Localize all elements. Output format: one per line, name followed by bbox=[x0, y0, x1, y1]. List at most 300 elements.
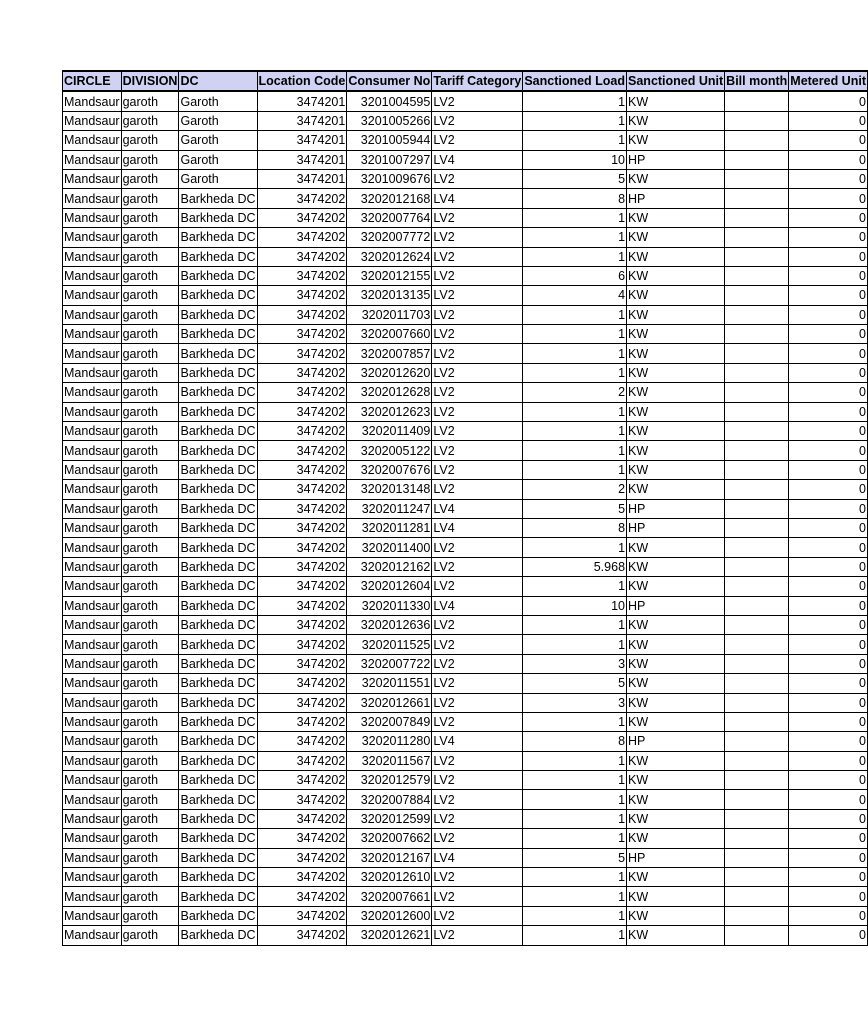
cell-sanctioned-unit[interactable]: KW bbox=[627, 460, 725, 479]
cell-circle[interactable]: Mandsaur bbox=[63, 615, 122, 634]
col-header-division[interactable]: DIVISION bbox=[121, 71, 179, 91]
cell-sanctioned-unit[interactable]: KW bbox=[627, 344, 725, 363]
cell-circle[interactable]: Mandsaur bbox=[63, 732, 122, 751]
cell-sanctioned-load[interactable]: 3 bbox=[523, 654, 627, 673]
cell-location-code[interactable]: 3474202 bbox=[257, 460, 347, 479]
cell-dc[interactable]: Barkheda DC bbox=[179, 693, 257, 712]
cell-division[interactable]: garoth bbox=[121, 402, 179, 421]
cell-consumer-no[interactable]: 3202007849 bbox=[347, 712, 432, 731]
cell-bill-month[interactable] bbox=[725, 91, 789, 111]
cell-tariff-category[interactable]: LV2 bbox=[432, 363, 523, 382]
cell-sanctioned-load[interactable]: 10 bbox=[523, 596, 627, 615]
cell-circle[interactable]: Mandsaur bbox=[63, 286, 122, 305]
cell-metered-unit[interactable]: 0 bbox=[789, 247, 868, 266]
cell-sanctioned-unit[interactable]: KW bbox=[627, 208, 725, 227]
cell-location-code[interactable]: 3474202 bbox=[257, 751, 347, 770]
cell-sanctioned-load[interactable]: 6 bbox=[523, 266, 627, 285]
cell-sanctioned-unit[interactable]: HP bbox=[627, 518, 725, 537]
cell-dc[interactable]: Barkheda DC bbox=[179, 615, 257, 634]
cell-sanctioned-load[interactable]: 1 bbox=[523, 771, 627, 790]
col-header-sanctioned-unit[interactable]: Sanctioned Unit bbox=[627, 71, 725, 91]
cell-bill-month[interactable] bbox=[725, 363, 789, 382]
cell-dc[interactable]: Barkheda DC bbox=[179, 868, 257, 887]
cell-division[interactable]: garoth bbox=[121, 771, 179, 790]
cell-location-code[interactable]: 3474202 bbox=[257, 926, 347, 945]
cell-bill-month[interactable] bbox=[725, 693, 789, 712]
cell-tariff-category[interactable]: LV2 bbox=[432, 693, 523, 712]
cell-bill-month[interactable] bbox=[725, 868, 789, 887]
cell-sanctioned-unit[interactable]: KW bbox=[627, 926, 725, 945]
cell-sanctioned-load[interactable]: 3 bbox=[523, 693, 627, 712]
cell-tariff-category[interactable]: LV2 bbox=[432, 809, 523, 828]
cell-sanctioned-load[interactable]: 8 bbox=[523, 732, 627, 751]
cell-circle[interactable]: Mandsaur bbox=[63, 829, 122, 848]
cell-sanctioned-unit[interactable]: KW bbox=[627, 441, 725, 460]
cell-sanctioned-load[interactable]: 1 bbox=[523, 926, 627, 945]
cell-location-code[interactable]: 3474202 bbox=[257, 305, 347, 324]
cell-location-code[interactable]: 3474202 bbox=[257, 228, 347, 247]
cell-division[interactable]: garoth bbox=[121, 111, 179, 130]
cell-bill-month[interactable] bbox=[725, 499, 789, 518]
cell-metered-unit[interactable]: 0 bbox=[789, 557, 868, 576]
cell-division[interactable]: garoth bbox=[121, 868, 179, 887]
cell-consumer-no[interactable]: 3201005266 bbox=[347, 111, 432, 130]
cell-bill-month[interactable] bbox=[725, 383, 789, 402]
cell-metered-unit[interactable]: 0 bbox=[789, 751, 868, 770]
cell-division[interactable]: garoth bbox=[121, 266, 179, 285]
cell-tariff-category[interactable]: LV2 bbox=[432, 402, 523, 421]
cell-sanctioned-unit[interactable]: KW bbox=[627, 771, 725, 790]
cell-tariff-category[interactable]: LV2 bbox=[432, 887, 523, 906]
cell-location-code[interactable]: 3474202 bbox=[257, 654, 347, 673]
cell-sanctioned-load[interactable]: 1 bbox=[523, 751, 627, 770]
cell-consumer-no[interactable]: 3201007297 bbox=[347, 150, 432, 169]
cell-sanctioned-load[interactable]: 5 bbox=[523, 674, 627, 693]
cell-circle[interactable]: Mandsaur bbox=[63, 344, 122, 363]
cell-dc[interactable]: Barkheda DC bbox=[179, 829, 257, 848]
cell-dc[interactable]: Barkheda DC bbox=[179, 189, 257, 208]
cell-sanctioned-unit[interactable]: KW bbox=[627, 131, 725, 150]
cell-dc[interactable]: Barkheda DC bbox=[179, 363, 257, 382]
cell-tariff-category[interactable]: LV4 bbox=[432, 518, 523, 537]
cell-dc[interactable]: Barkheda DC bbox=[179, 286, 257, 305]
cell-consumer-no[interactable]: 3201009676 bbox=[347, 169, 432, 188]
cell-location-code[interactable]: 3474202 bbox=[257, 732, 347, 751]
cell-tariff-category[interactable]: LV4 bbox=[432, 150, 523, 169]
cell-sanctioned-unit[interactable]: KW bbox=[627, 635, 725, 654]
cell-dc[interactable]: Barkheda DC bbox=[179, 596, 257, 615]
cell-tariff-category[interactable]: LV2 bbox=[432, 480, 523, 499]
cell-consumer-no[interactable]: 3202013135 bbox=[347, 286, 432, 305]
cell-metered-unit[interactable]: 0 bbox=[789, 577, 868, 596]
cell-dc[interactable]: Barkheda DC bbox=[179, 518, 257, 537]
cell-tariff-category[interactable]: LV2 bbox=[432, 305, 523, 324]
cell-sanctioned-unit[interactable]: KW bbox=[627, 829, 725, 848]
cell-location-code[interactable]: 3474202 bbox=[257, 615, 347, 634]
cell-bill-month[interactable] bbox=[725, 557, 789, 576]
cell-consumer-no[interactable]: 3202012155 bbox=[347, 266, 432, 285]
cell-sanctioned-unit[interactable]: KW bbox=[627, 383, 725, 402]
cell-metered-unit[interactable]: 0 bbox=[789, 674, 868, 693]
cell-sanctioned-load[interactable]: 4 bbox=[523, 286, 627, 305]
cell-metered-unit[interactable]: 0 bbox=[789, 654, 868, 673]
cell-metered-unit[interactable]: 0 bbox=[789, 441, 868, 460]
cell-dc[interactable]: Barkheda DC bbox=[179, 305, 257, 324]
cell-dc[interactable]: Barkheda DC bbox=[179, 635, 257, 654]
cell-tariff-category[interactable]: LV2 bbox=[432, 926, 523, 945]
cell-bill-month[interactable] bbox=[725, 829, 789, 848]
cell-location-code[interactable]: 3474202 bbox=[257, 693, 347, 712]
cell-sanctioned-unit[interactable]: HP bbox=[627, 596, 725, 615]
cell-tariff-category[interactable]: LV2 bbox=[432, 208, 523, 227]
cell-circle[interactable]: Mandsaur bbox=[63, 887, 122, 906]
cell-tariff-category[interactable]: LV2 bbox=[432, 422, 523, 441]
cell-sanctioned-unit[interactable]: KW bbox=[627, 286, 725, 305]
cell-location-code[interactable]: 3474201 bbox=[257, 150, 347, 169]
cell-dc[interactable]: Barkheda DC bbox=[179, 654, 257, 673]
cell-dc[interactable]: Barkheda DC bbox=[179, 325, 257, 344]
cell-sanctioned-load[interactable]: 1 bbox=[523, 868, 627, 887]
col-header-metered-unit[interactable]: Metered Unit bbox=[789, 71, 868, 91]
cell-consumer-no[interactable]: 3202007857 bbox=[347, 344, 432, 363]
cell-sanctioned-load[interactable]: 1 bbox=[523, 363, 627, 382]
cell-sanctioned-unit[interactable]: KW bbox=[627, 654, 725, 673]
cell-sanctioned-load[interactable]: 1 bbox=[523, 208, 627, 227]
cell-sanctioned-unit[interactable]: HP bbox=[627, 732, 725, 751]
cell-metered-unit[interactable]: 0 bbox=[789, 111, 868, 130]
cell-sanctioned-unit[interactable]: KW bbox=[627, 247, 725, 266]
cell-bill-month[interactable] bbox=[725, 732, 789, 751]
cell-division[interactable]: garoth bbox=[121, 422, 179, 441]
cell-circle[interactable]: Mandsaur bbox=[63, 208, 122, 227]
cell-division[interactable]: garoth bbox=[121, 460, 179, 479]
cell-metered-unit[interactable]: 0 bbox=[789, 906, 868, 925]
cell-location-code[interactable]: 3474202 bbox=[257, 266, 347, 285]
cell-dc[interactable]: Garoth bbox=[179, 150, 257, 169]
cell-dc[interactable]: Garoth bbox=[179, 131, 257, 150]
cell-sanctioned-load[interactable]: 8 bbox=[523, 518, 627, 537]
cell-circle[interactable]: Mandsaur bbox=[63, 189, 122, 208]
cell-metered-unit[interactable]: 0 bbox=[789, 150, 868, 169]
cell-dc[interactable]: Barkheda DC bbox=[179, 460, 257, 479]
cell-circle[interactable]: Mandsaur bbox=[63, 460, 122, 479]
cell-consumer-no[interactable]: 3202012661 bbox=[347, 693, 432, 712]
cell-tariff-category[interactable]: LV4 bbox=[432, 596, 523, 615]
cell-dc[interactable]: Barkheda DC bbox=[179, 266, 257, 285]
cell-tariff-category[interactable]: LV2 bbox=[432, 228, 523, 247]
cell-circle[interactable]: Mandsaur bbox=[63, 325, 122, 344]
cell-sanctioned-unit[interactable]: KW bbox=[627, 305, 725, 324]
cell-metered-unit[interactable]: 0 bbox=[789, 344, 868, 363]
cell-tariff-category[interactable]: LV4 bbox=[432, 499, 523, 518]
cell-circle[interactable]: Mandsaur bbox=[63, 635, 122, 654]
col-header-bill-month[interactable]: Bill month bbox=[725, 71, 789, 91]
cell-division[interactable]: garoth bbox=[121, 189, 179, 208]
cell-location-code[interactable]: 3474201 bbox=[257, 131, 347, 150]
cell-sanctioned-unit[interactable]: KW bbox=[627, 751, 725, 770]
cell-bill-month[interactable] bbox=[725, 906, 789, 925]
cell-circle[interactable]: Mandsaur bbox=[63, 150, 122, 169]
cell-circle[interactable]: Mandsaur bbox=[63, 538, 122, 557]
col-header-sanctioned-load[interactable]: Sanctioned Load bbox=[523, 71, 627, 91]
cell-tariff-category[interactable]: LV2 bbox=[432, 441, 523, 460]
cell-consumer-no[interactable]: 3202007722 bbox=[347, 654, 432, 673]
cell-metered-unit[interactable]: 0 bbox=[789, 383, 868, 402]
col-header-consumer-no[interactable]: Consumer No bbox=[347, 71, 432, 91]
cell-tariff-category[interactable]: LV4 bbox=[432, 189, 523, 208]
cell-sanctioned-load[interactable]: 1 bbox=[523, 441, 627, 460]
cell-sanctioned-unit[interactable]: KW bbox=[627, 422, 725, 441]
cell-division[interactable]: garoth bbox=[121, 674, 179, 693]
cell-consumer-no[interactable]: 3202007764 bbox=[347, 208, 432, 227]
cell-tariff-category[interactable]: LV2 bbox=[432, 712, 523, 731]
cell-circle[interactable]: Mandsaur bbox=[63, 809, 122, 828]
cell-division[interactable]: garoth bbox=[121, 906, 179, 925]
cell-bill-month[interactable] bbox=[725, 674, 789, 693]
cell-consumer-no[interactable]: 3202011247 bbox=[347, 499, 432, 518]
cell-bill-month[interactable] bbox=[725, 635, 789, 654]
cell-dc[interactable]: Barkheda DC bbox=[179, 926, 257, 945]
cell-sanctioned-unit[interactable]: KW bbox=[627, 325, 725, 344]
cell-division[interactable]: garoth bbox=[121, 518, 179, 537]
cell-bill-month[interactable] bbox=[725, 111, 789, 130]
cell-tariff-category[interactable]: LV2 bbox=[432, 111, 523, 130]
cell-location-code[interactable]: 3474202 bbox=[257, 441, 347, 460]
cell-division[interactable]: garoth bbox=[121, 247, 179, 266]
cell-metered-unit[interactable]: 0 bbox=[789, 325, 868, 344]
cell-metered-unit[interactable]: 0 bbox=[789, 286, 868, 305]
cell-metered-unit[interactable]: 0 bbox=[789, 771, 868, 790]
cell-circle[interactable]: Mandsaur bbox=[63, 712, 122, 731]
cell-consumer-no[interactable]: 3202012604 bbox=[347, 577, 432, 596]
cell-circle[interactable]: Mandsaur bbox=[63, 266, 122, 285]
cell-metered-unit[interactable]: 0 bbox=[789, 91, 868, 111]
cell-sanctioned-load[interactable]: 1 bbox=[523, 422, 627, 441]
cell-consumer-no[interactable]: 3202012610 bbox=[347, 868, 432, 887]
cell-metered-unit[interactable]: 0 bbox=[789, 635, 868, 654]
cell-bill-month[interactable] bbox=[725, 480, 789, 499]
cell-metered-unit[interactable]: 0 bbox=[789, 402, 868, 421]
cell-bill-month[interactable] bbox=[725, 577, 789, 596]
cell-consumer-no[interactable]: 3202011409 bbox=[347, 422, 432, 441]
cell-location-code[interactable]: 3474202 bbox=[257, 286, 347, 305]
cell-bill-month[interactable] bbox=[725, 402, 789, 421]
cell-sanctioned-unit[interactable]: KW bbox=[627, 809, 725, 828]
cell-location-code[interactable]: 3474202 bbox=[257, 208, 347, 227]
cell-division[interactable]: garoth bbox=[121, 635, 179, 654]
cell-sanctioned-load[interactable]: 1 bbox=[523, 829, 627, 848]
cell-location-code[interactable]: 3474202 bbox=[257, 344, 347, 363]
cell-circle[interactable]: Mandsaur bbox=[63, 383, 122, 402]
cell-tariff-category[interactable]: LV2 bbox=[432, 906, 523, 925]
cell-circle[interactable]: Mandsaur bbox=[63, 228, 122, 247]
cell-metered-unit[interactable]: 0 bbox=[789, 887, 868, 906]
cell-sanctioned-load[interactable]: 1 bbox=[523, 712, 627, 731]
col-header-tariff-category[interactable]: Tariff Category bbox=[432, 71, 523, 91]
cell-dc[interactable]: Barkheda DC bbox=[179, 383, 257, 402]
cell-sanctioned-load[interactable]: 5.968 bbox=[523, 557, 627, 576]
cell-dc[interactable]: Barkheda DC bbox=[179, 344, 257, 363]
cell-circle[interactable]: Mandsaur bbox=[63, 771, 122, 790]
cell-metered-unit[interactable]: 0 bbox=[789, 266, 868, 285]
cell-tariff-category[interactable]: LV2 bbox=[432, 344, 523, 363]
cell-sanctioned-unit[interactable]: KW bbox=[627, 868, 725, 887]
cell-tariff-category[interactable]: LV2 bbox=[432, 771, 523, 790]
cell-division[interactable]: garoth bbox=[121, 577, 179, 596]
cell-division[interactable]: garoth bbox=[121, 926, 179, 945]
cell-location-code[interactable]: 3474202 bbox=[257, 848, 347, 867]
cell-consumer-no[interactable]: 3202012167 bbox=[347, 848, 432, 867]
cell-circle[interactable]: Mandsaur bbox=[63, 247, 122, 266]
cell-consumer-no[interactable]: 3202007662 bbox=[347, 829, 432, 848]
cell-dc[interactable]: Barkheda DC bbox=[179, 577, 257, 596]
cell-sanctioned-load[interactable]: 1 bbox=[523, 538, 627, 557]
cell-metered-unit[interactable]: 0 bbox=[789, 131, 868, 150]
cell-sanctioned-load[interactable]: 8 bbox=[523, 189, 627, 208]
cell-circle[interactable]: Mandsaur bbox=[63, 518, 122, 537]
cell-circle[interactable]: Mandsaur bbox=[63, 557, 122, 576]
cell-sanctioned-unit[interactable]: KW bbox=[627, 363, 725, 382]
cell-consumer-no[interactable]: 3202013148 bbox=[347, 480, 432, 499]
cell-bill-month[interactable] bbox=[725, 228, 789, 247]
cell-metered-unit[interactable]: 0 bbox=[789, 809, 868, 828]
cell-dc[interactable]: Barkheda DC bbox=[179, 538, 257, 557]
cell-dc[interactable]: Barkheda DC bbox=[179, 499, 257, 518]
cell-tariff-category[interactable]: LV2 bbox=[432, 383, 523, 402]
cell-dc[interactable]: Barkheda DC bbox=[179, 848, 257, 867]
cell-bill-month[interactable] bbox=[725, 344, 789, 363]
cell-consumer-no[interactable]: 3202011280 bbox=[347, 732, 432, 751]
cell-tariff-category[interactable]: LV2 bbox=[432, 325, 523, 344]
cell-location-code[interactable]: 3474202 bbox=[257, 480, 347, 499]
cell-sanctioned-unit[interactable]: HP bbox=[627, 499, 725, 518]
cell-location-code[interactable]: 3474202 bbox=[257, 538, 347, 557]
cell-dc[interactable]: Barkheda DC bbox=[179, 674, 257, 693]
cell-circle[interactable]: Mandsaur bbox=[63, 305, 122, 324]
cell-dc[interactable]: Barkheda DC bbox=[179, 422, 257, 441]
cell-location-code[interactable]: 3474202 bbox=[257, 499, 347, 518]
cell-sanctioned-unit[interactable]: KW bbox=[627, 111, 725, 130]
cell-bill-month[interactable] bbox=[725, 771, 789, 790]
cell-bill-month[interactable] bbox=[725, 790, 789, 809]
cell-circle[interactable]: Mandsaur bbox=[63, 131, 122, 150]
cell-bill-month[interactable] bbox=[725, 131, 789, 150]
cell-location-code[interactable]: 3474201 bbox=[257, 91, 347, 111]
cell-metered-unit[interactable]: 0 bbox=[789, 868, 868, 887]
cell-metered-unit[interactable]: 0 bbox=[789, 208, 868, 227]
cell-dc[interactable]: Barkheda DC bbox=[179, 712, 257, 731]
cell-sanctioned-load[interactable]: 2 bbox=[523, 383, 627, 402]
cell-metered-unit[interactable]: 0 bbox=[789, 538, 868, 557]
cell-division[interactable]: garoth bbox=[121, 712, 179, 731]
cell-sanctioned-load[interactable]: 2 bbox=[523, 480, 627, 499]
cell-bill-month[interactable] bbox=[725, 286, 789, 305]
cell-location-code[interactable]: 3474202 bbox=[257, 635, 347, 654]
cell-circle[interactable]: Mandsaur bbox=[63, 480, 122, 499]
cell-consumer-no[interactable]: 3202011525 bbox=[347, 635, 432, 654]
cell-metered-unit[interactable]: 0 bbox=[789, 228, 868, 247]
cell-division[interactable]: garoth bbox=[121, 596, 179, 615]
cell-location-code[interactable]: 3474201 bbox=[257, 111, 347, 130]
cell-tariff-category[interactable]: LV2 bbox=[432, 751, 523, 770]
cell-metered-unit[interactable]: 0 bbox=[789, 422, 868, 441]
cell-consumer-no[interactable]: 3202012620 bbox=[347, 363, 432, 382]
cell-tariff-category[interactable]: LV2 bbox=[432, 91, 523, 111]
cell-sanctioned-unit[interactable]: KW bbox=[627, 577, 725, 596]
cell-location-code[interactable]: 3474202 bbox=[257, 402, 347, 421]
cell-tariff-category[interactable]: LV2 bbox=[432, 538, 523, 557]
cell-division[interactable]: garoth bbox=[121, 848, 179, 867]
cell-consumer-no[interactable]: 3202012599 bbox=[347, 809, 432, 828]
cell-tariff-category[interactable]: LV2 bbox=[432, 674, 523, 693]
cell-metered-unit[interactable]: 0 bbox=[789, 829, 868, 848]
cell-sanctioned-load[interactable]: 1 bbox=[523, 577, 627, 596]
cell-metered-unit[interactable]: 0 bbox=[789, 615, 868, 634]
cell-consumer-no[interactable]: 3202012636 bbox=[347, 615, 432, 634]
cell-location-code[interactable]: 3474201 bbox=[257, 169, 347, 188]
cell-dc[interactable]: Barkheda DC bbox=[179, 480, 257, 499]
cell-bill-month[interactable] bbox=[725, 712, 789, 731]
cell-division[interactable]: garoth bbox=[121, 538, 179, 557]
cell-tariff-category[interactable]: LV2 bbox=[432, 460, 523, 479]
cell-sanctioned-load[interactable]: 1 bbox=[523, 228, 627, 247]
cell-sanctioned-unit[interactable]: KW bbox=[627, 228, 725, 247]
cell-circle[interactable]: Mandsaur bbox=[63, 363, 122, 382]
cell-bill-month[interactable] bbox=[725, 615, 789, 634]
cell-circle[interactable]: Mandsaur bbox=[63, 926, 122, 945]
cell-bill-month[interactable] bbox=[725, 848, 789, 867]
cell-consumer-no[interactable]: 3202012623 bbox=[347, 402, 432, 421]
cell-bill-month[interactable] bbox=[725, 518, 789, 537]
cell-division[interactable]: garoth bbox=[121, 615, 179, 634]
cell-division[interactable]: garoth bbox=[121, 150, 179, 169]
cell-sanctioned-unit[interactable]: KW bbox=[627, 693, 725, 712]
cell-consumer-no[interactable]: 3202012600 bbox=[347, 906, 432, 925]
cell-division[interactable]: garoth bbox=[121, 131, 179, 150]
cell-tariff-category[interactable]: LV2 bbox=[432, 790, 523, 809]
cell-sanctioned-load[interactable]: 5 bbox=[523, 499, 627, 518]
cell-tariff-category[interactable]: LV2 bbox=[432, 615, 523, 634]
cell-metered-unit[interactable]: 0 bbox=[789, 596, 868, 615]
cell-location-code[interactable]: 3474202 bbox=[257, 189, 347, 208]
cell-sanctioned-unit[interactable]: KW bbox=[627, 266, 725, 285]
cell-sanctioned-load[interactable]: 1 bbox=[523, 615, 627, 634]
cell-division[interactable]: garoth bbox=[121, 441, 179, 460]
cell-sanctioned-load[interactable]: 1 bbox=[523, 887, 627, 906]
cell-dc[interactable]: Barkheda DC bbox=[179, 887, 257, 906]
cell-sanctioned-unit[interactable]: KW bbox=[627, 887, 725, 906]
cell-bill-month[interactable] bbox=[725, 596, 789, 615]
cell-bill-month[interactable] bbox=[725, 751, 789, 770]
cell-tariff-category[interactable]: LV2 bbox=[432, 169, 523, 188]
cell-dc[interactable]: Barkheda DC bbox=[179, 732, 257, 751]
cell-division[interactable]: garoth bbox=[121, 286, 179, 305]
cell-circle[interactable]: Mandsaur bbox=[63, 868, 122, 887]
cell-tariff-category[interactable]: LV4 bbox=[432, 732, 523, 751]
cell-bill-month[interactable] bbox=[725, 169, 789, 188]
cell-tariff-category[interactable]: LV2 bbox=[432, 286, 523, 305]
cell-consumer-no[interactable]: 3202012621 bbox=[347, 926, 432, 945]
cell-location-code[interactable]: 3474202 bbox=[257, 790, 347, 809]
cell-sanctioned-load[interactable]: 1 bbox=[523, 402, 627, 421]
cell-metered-unit[interactable]: 0 bbox=[789, 363, 868, 382]
cell-circle[interactable]: Mandsaur bbox=[63, 848, 122, 867]
cell-sanctioned-unit[interactable]: KW bbox=[627, 402, 725, 421]
cell-circle[interactable]: Mandsaur bbox=[63, 906, 122, 925]
cell-tariff-category[interactable]: LV2 bbox=[432, 247, 523, 266]
col-header-circle[interactable]: CIRCLE bbox=[63, 71, 122, 91]
cell-consumer-no[interactable]: 3202011400 bbox=[347, 538, 432, 557]
